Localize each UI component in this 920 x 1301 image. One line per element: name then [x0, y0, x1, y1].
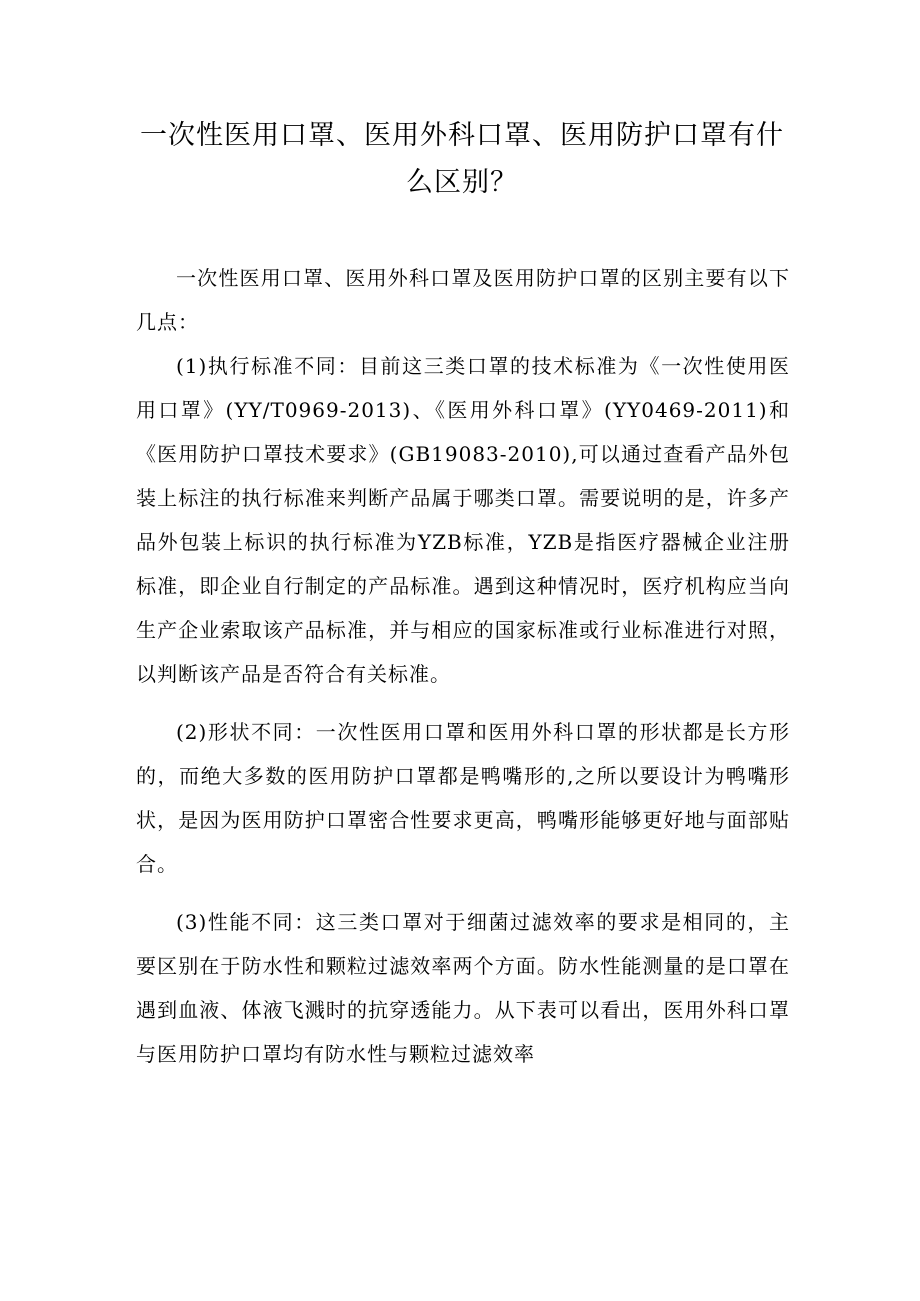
document-title: 一次性医用口罩、医用外科口罩、医用防护口罩有什么区别？	[140, 120, 784, 198]
paragraph-performance: (3)性能不同：这三类口罩对于细菌过滤效率的要求是相同的，主要区别在于防水性和颗粒过滤效率两个方面。防水性能测量的是口罩在遇到血液、体液飞溅时的抗穿透能力。从下表可以看出，医用外科口罩与医用防护口罩均有防水性与颗粒过滤效率	[136, 910, 790, 1066]
paragraph-standards: (1)执行标准不同：目前这三类口罩的技术标准为《一次性使用医用口罩》(YY/T0969-2013)、《医用外科口罩》(YY0469-2011)和《医用防护口罩技术要求》(GB19083-2010),可以通过查看产品外包装上标注的执行标准来判断产品属于哪类口罩。需要说明的是，许多产品外包装上标识的执行标准为YZB标准，YZB是指医疗器械企业注册标准，即企业自行制定的产品标准。遇到这种情况时，医疗机构应当向生产企业索取该产品标准，并与相应的国家标准或行业标准进行对照，以判断该产品是否符合有关标准。	[136, 354, 790, 686]
document-body	[136, 256, 790, 1076]
paragraph-shape: (2)形状不同：一次性医用口罩和医用外科口罩的形状都是长方形的，而绝大多数的医用防护口罩都是鸭嘴形的,之所以要设计为鸭嘴形状，是因为医用防护口罩密合性要求更高，鸭嘴形能够更好地与面部贴合。	[136, 720, 790, 876]
paragraph-intro: 一次性医用口罩、医用外科口罩及医用防护口罩的区别主要有以下几点：	[136, 266, 790, 334]
